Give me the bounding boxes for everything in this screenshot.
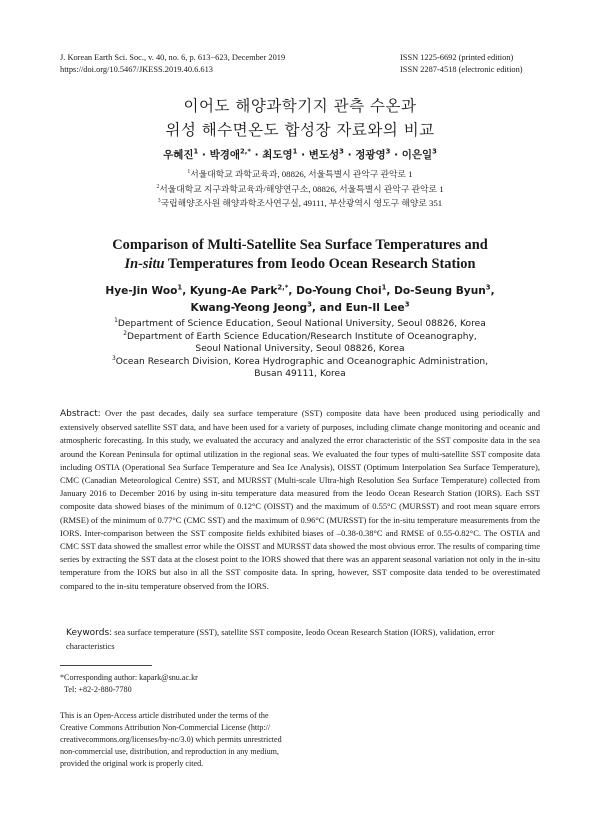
- korean-title: [0, 94, 600, 142]
- journal-header-left: [60, 52, 285, 76]
- english-author: Kwang-Yeong Jeong$^3$: [190, 300, 312, 314]
- korean-title-line1: 이어도 해양과학기지 관측 수온과: [183, 97, 417, 115]
- english-affiliation-cont: Seoul National University, Seoul 08826, Korea: [195, 344, 405, 355]
- telephone: Tel: +82-2-880-7780: [64, 684, 132, 694]
- english-title-line1: Comparison of Multi-Satellite Sea Surface Temperatures and: [112, 237, 488, 253]
- english-authors-line2: Kwang-Yeong Jeong$^3$, and Eun-Il Lee$^3$: [190, 300, 410, 314]
- english-author: Hye-Jin Woo$^1$: [105, 283, 183, 297]
- footnote: [60, 672, 198, 696]
- license-line: Creative Commons Attribution Non-Commercial License (http://: [60, 722, 271, 732]
- keywords-label: Keywords:: [66, 628, 113, 638]
- english-title: [0, 236, 600, 274]
- license-line: non-commercial use, distribution, and reproduction in any medium,: [60, 746, 279, 756]
- english-affiliations: [0, 318, 600, 381]
- english-author: and Eun-Il Lee$^3$: [319, 300, 410, 314]
- english-title-line2: In-situ Temperatures from Ieodo Ocean Research Station: [124, 256, 476, 272]
- keywords: [66, 626, 540, 653]
- english-authors-line1: Hye-Jin Woo$^1$, Kyung-Ae Park$^{2,*}$, Do-Young Choi$^1$, Do-Seung Byun$^3$,: [105, 283, 495, 297]
- abstract: [60, 407, 540, 593]
- issn-print: ISSN 1225-6692 (printed edition): [400, 53, 514, 62]
- license-notice: [60, 710, 296, 770]
- journal-citation: J. Korean Earth Sci. Soc., v. 40, no. 6, p. 613−623, December 2019: [60, 53, 286, 62]
- doi-link[interactable]: https://doi.org/10.5467/JKESS.2019.40.6.613: [60, 65, 213, 74]
- english-author: Kyung-Ae Park$^{2,*}$: [189, 283, 289, 297]
- journal-header-right: [400, 52, 523, 76]
- korean-author: 이은일$^3$: [401, 147, 437, 161]
- korean-author: 정광영$^3$: [355, 147, 391, 161]
- korean-affiliation: $^3$국립해양조사원 해양과학조사연구실, 49111, 부산광역시 영도구 해양로 351: [157, 198, 443, 208]
- license-line: creativecommons.org/licenses/by-nc/3.0) which permits unrestricted: [60, 734, 282, 744]
- english-author: Do-Seung Byun$^3$: [394, 283, 491, 297]
- english-affiliation: $^2$Department of Earth Science Education/Research Institute of Oceanography,: [123, 330, 477, 342]
- korean-author: 박경애$^{2,*}$: [209, 147, 251, 161]
- english-author: Do-Young Choi$^1$: [296, 283, 387, 297]
- korean-affiliation: $^2$서울대학교 지구과학교육과/해양연구소, 08826, 서울특별시 관악구 관악로 1: [156, 183, 444, 194]
- korean-author: 최도영$^1$: [262, 147, 298, 161]
- korean-affiliation: $^1$서울대학교 과학교육과, 08826, 서울특별시 관악구 관악로 1: [187, 169, 413, 179]
- english-authors: [0, 283, 600, 317]
- korean-affiliations: [0, 167, 600, 211]
- korean-author: 변도성$^3$: [308, 147, 344, 161]
- license-line: provided the original work is properly cited.: [60, 758, 204, 768]
- issn-electronic: ISSN 2287-4518 (electronic edition): [400, 65, 523, 74]
- abstract-text: Over the past decades, daily sea surface temperature (SST) composite data have been produced using periodically and extensively observed satellite SST data, and have been used for a variety of purposes, including climate change monitoring and oceanic and atmospheric forecasting. In this study, we evaluated the accuracy and analyzed the error characteristic of the SST composite data in the sea around the Korean Peninsula for optimal utilization in the regional seas. We evaluated the four types of multi-satellite SST composite data including OSTIA (Operational Sea Surface Temperature and Sea Ice Analysis), OISST (Optimum Interpolation Sea Surface Temperature), CMC (Canadian Meteorological Centre) SST, and MURSST (Multi-scale Ultra-high Resolution Sea Surface Temperature) collected from January 2016 to December 2016 by using in-situ temperature data measured from the Ieodo Ocean Research Station (IORS). Each SST composite data showed biases of the minimum of 0.12°C (OISST) and the maximum of 0.55°C (MURSST) and root mean square errors (RMSE) of the minimum of 0.77°C (CMC SST) and the maximum of 0.96°C (MURSST) for the in-situ temperature measurements from the IORS. Inter-comparison between the SST composite fields exhibited biases of –0.38-0.38°C and RMSE of 0.55-0.82°C. The OSTIA and CMC SST data showed the smallest error while the OISST and MURSST data showed the most obvious error. The results of comparing time series by extracting the SST data at the closest point to the IORS showed that there was an apparent seasonal variation not only in the in-situ temperature from the IORS but also in all the SST composite data. In spring, however, SST composite data tended to be overestimated compared to the in-situ temperature observed from the IORS.: [60, 408, 540, 591]
- license-line: This is an Open-Access article distributed under the terms of the: [60, 711, 269, 720]
- english-affiliation: $^3$Ocean Research Division, Korea Hydrographic and Oceanographic Administration,: [111, 355, 489, 367]
- footnote-divider: [60, 665, 152, 666]
- korean-authors: 우혜진$^1$ · 박경애$^{2,*}$ · 최도영$^1$ · 변도성$^3$ · 정광영$^3$ · 이은일$^3$: [163, 147, 437, 161]
- english-affiliation-cont: Busan 49111, Korea: [254, 369, 346, 380]
- corresponding-author: *Corresponding author: kapark@snu.ac.kr: [60, 673, 198, 682]
- korean-title-line2: 위성 해수면온도 합성장 자료와의 비교: [165, 121, 435, 139]
- korean-author: 우혜진$^1$: [163, 147, 199, 161]
- abstract-label: Abstract:: [60, 409, 101, 419]
- english-affiliation: $^1$Department of Science Education, Seoul National University, Seoul 08826, Korea: [114, 317, 486, 329]
- keywords-text: sea surface temperature (SST), satellite SST composite, Ieodo Ocean Research Station (IORS), validation, error characteristics: [66, 627, 495, 651]
